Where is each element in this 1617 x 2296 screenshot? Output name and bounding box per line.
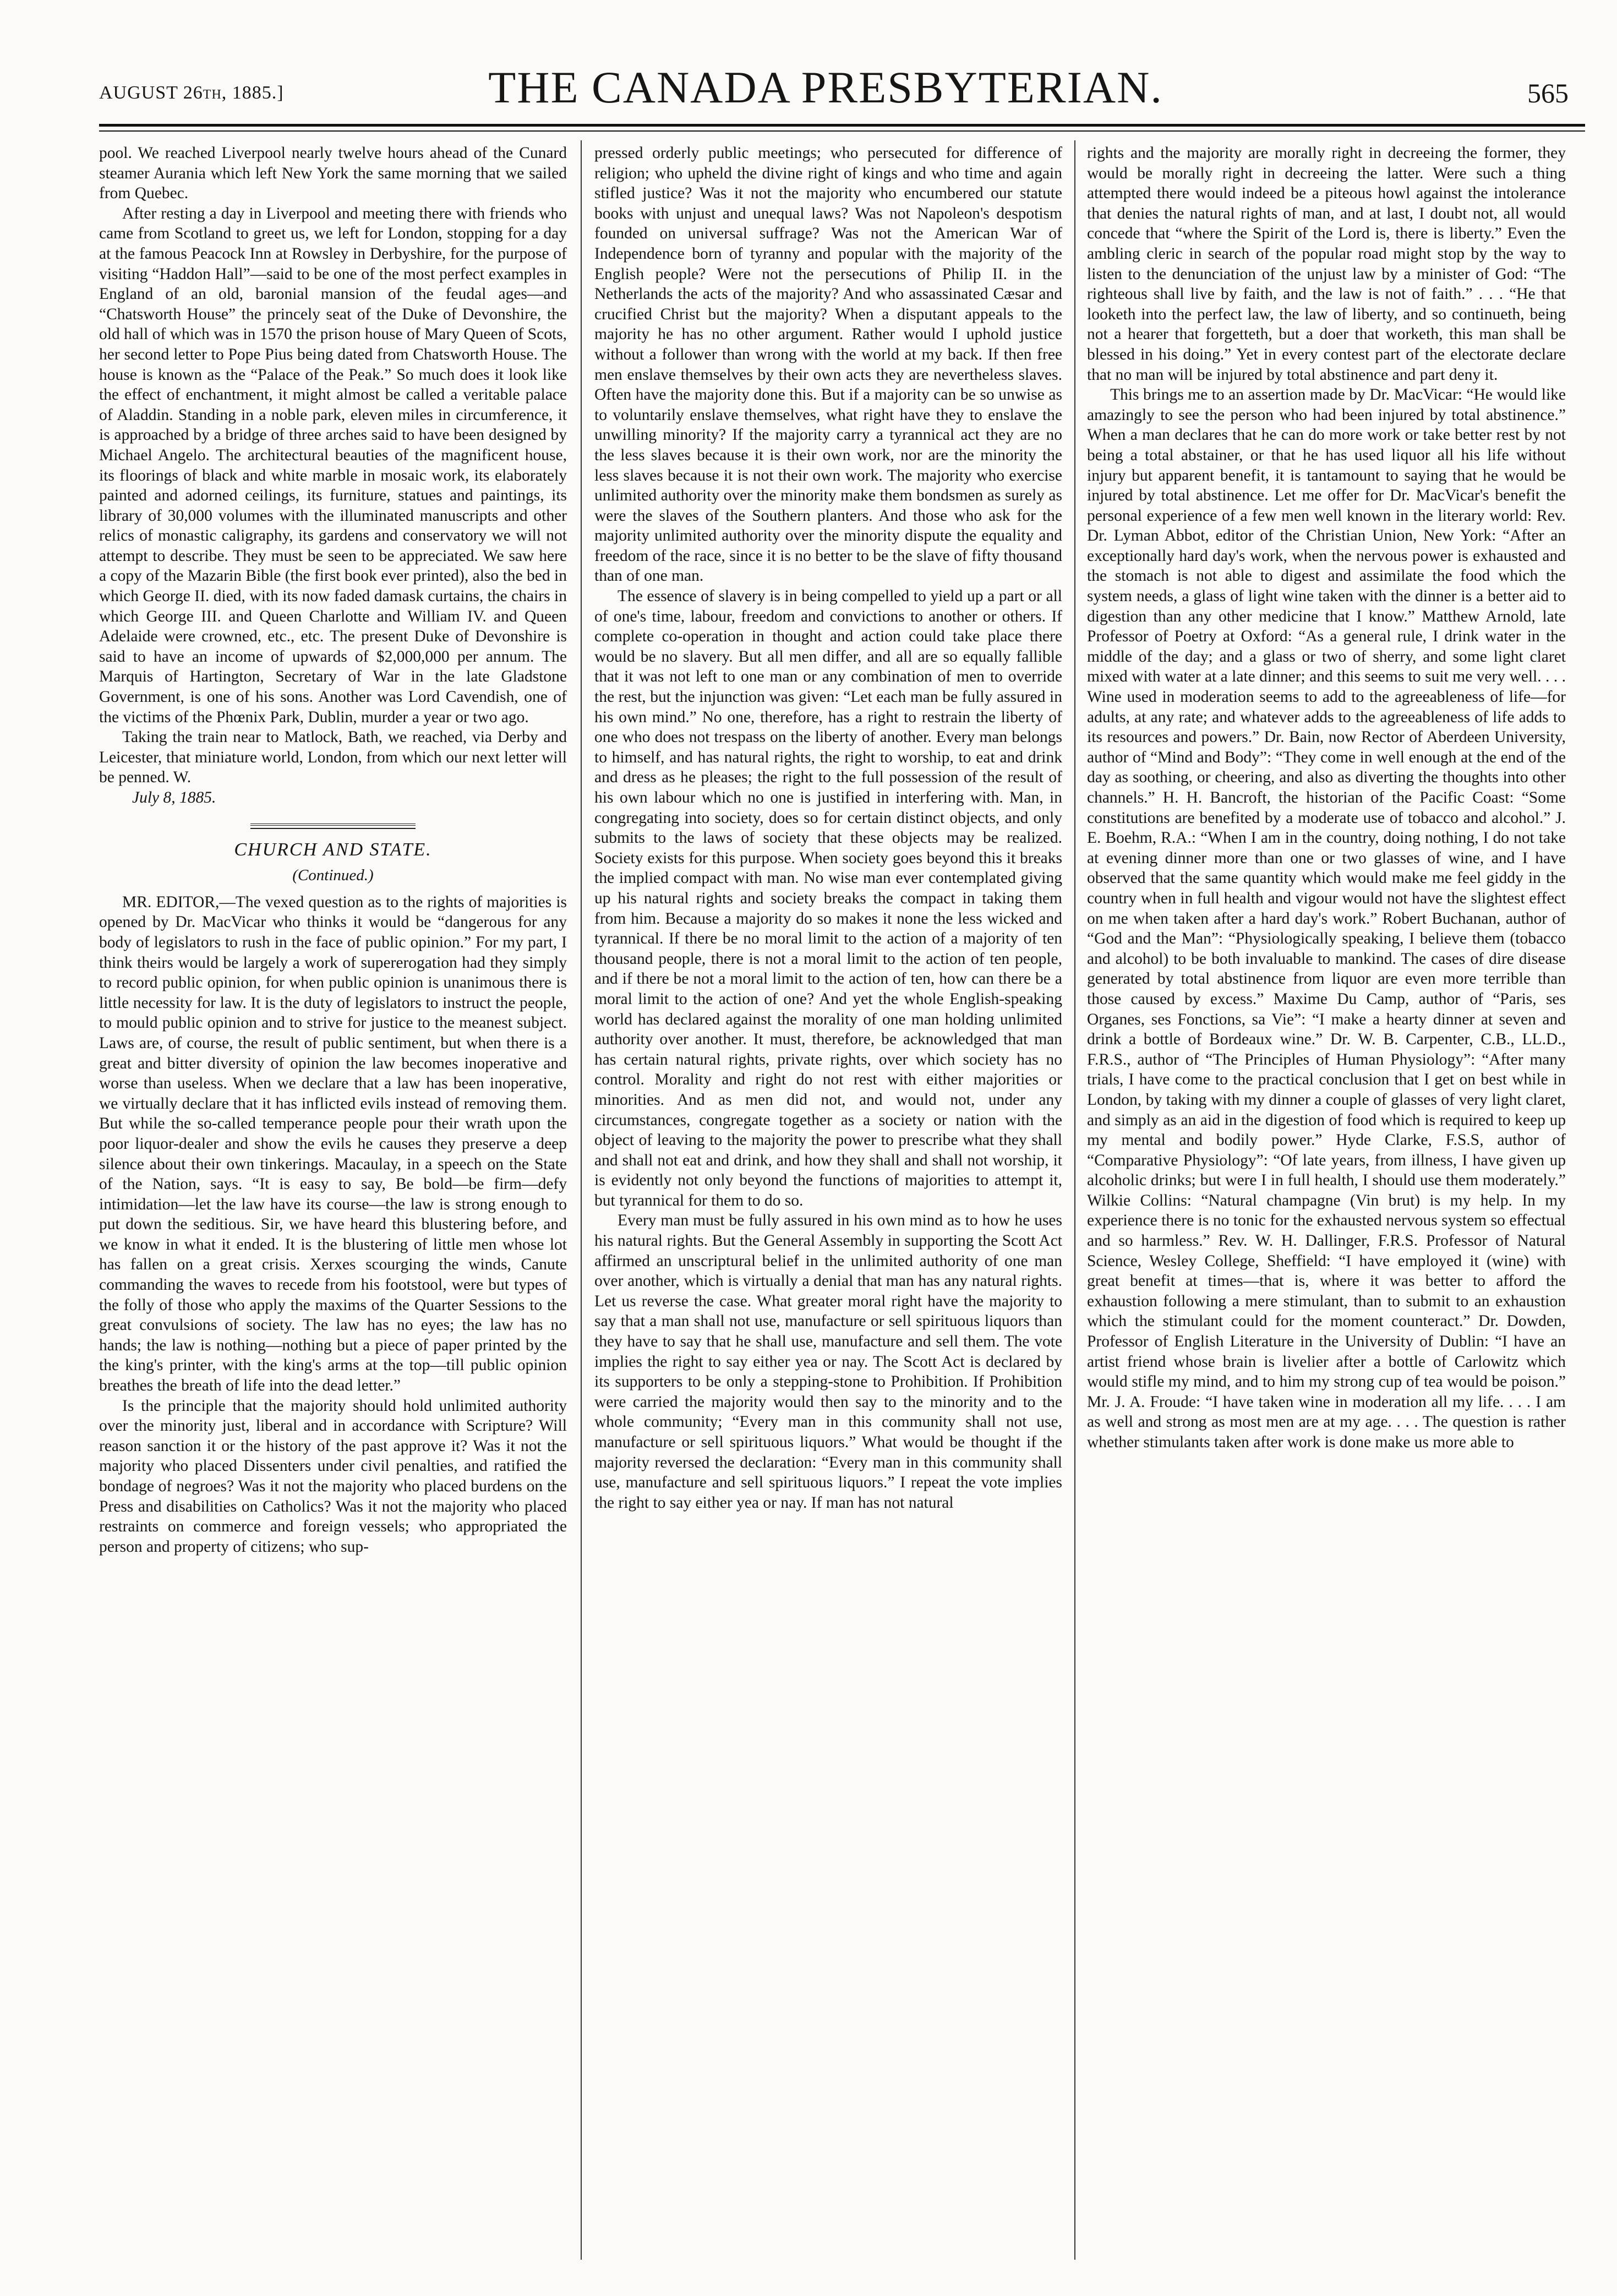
paragraph: pressed orderly public meetings; who persecuted for difference of religion; who upheld the divine right of kings and who time and again stifled justice? Was it not the majority who encumbered our statute books with unjust and unequal laws? Was not Napoleon's despotism founded on universal suffrage? Was not the American War of Independence born of tyranny and popular with the majority of the English people? Were not the persecutions of Philip II. in the Netherlands the acts of the majority? And who assassinated Cæsar and crucified Christ but the majority? When a disputant appeals to the majority he has no other argument. Rather would I uphold justice without a follower than wrong with the world at my back. If then free men enslave themselves by their own acts they are nevertheless slaves. Often have the majority done this. But if a majority can be so unwise as to voluntarily enslave themselves, what right have they to enslave the unwilling minority? If the majority carry a tyrannical act they are no the less slaves because it is their own work, nor are the minority the less slaves because it is not their own work. The majority who exercise unlimited authority over the minority make them bondsmen as surely as were the slaves of the Southern planters. And those who ask for the majority unlimited authority over the minority dispute the equality and freedom of the race, since it is no better to be the slave of fifty thousand than of one man. <box>594 144 1062 585</box>
paragraph: Is the principle that the majority should hold unlimited authority over the minority just, liberal and in accordance with Scripture? Will reason sanction it or the history of the past approve it? Was it not the majority who placed Dissenters under civil penalties, and ratified the bondage of negroes? Was it not the majority who placed burdens on the Press and disabilities on Catholics? Was it not the majority who placed restraints on commerce and foreign vessels; who appropriated the person and property of citizens; who sup- <box>99 1397 567 1556</box>
header-rule-thin <box>99 130 1585 132</box>
masthead-title: THE CANADA PRESBYTERIAN. <box>488 62 1163 112</box>
column-divider-1 <box>581 140 582 2260</box>
paragraph: The essence of slavery is in being compelled to yield up a part or all of one's time, labour, freedom and convictions to another or others. If complete co-operation in thought and action could take place there would be no slavery. But all men differ, and all are so equally fallible that it was not left to one man or any combination of men to override the rest, but the injunction was given: “Let each man be fully assured in his own mind.” No one, therefore, has a right to restrain the liberty of one who does not trespass on the liberty of another. Every man belongs to himself, and has natural rights, the right to worship, to eat and drink and dress as he pleases; the right to the full possession of the result of his own labour which no one is justified in interfering with. Man, in congregating into society, does so for certain distinct objects, and only submits to the laws of society that these objects may be realized. Society exists for this purpose. When society goes beyond this it breaks the implied compact with man. No wise man ever contemplated giving up his natural rights and society breaks the compact in taking them from him. Because a majority do so makes it none the less wicked and tyrannical. If there be no moral limit to the action of a majority of ten thousand people, there is not a moral limit to the action of ten people, and if there be not a moral limit to the action of ten, how can there be a moral limit to the action of one? And yet the whole English-speaking world has declared against the morality of one man holding unlimited authority over another. It must, therefore, be acknowledged that man has certain natural rights, private rights, over which society has no control. Morality and right do not rest with either majorities or minorities. And as men did not, and would not, under any circumstances, congregate together as a society or nation with the object of leaving to the majority the power to prescribe what they shall and shall not eat and drink, and how they shall and shall not worship, it is evidently not only beyond the functions of majorities to attempt it, but tyrannical for them to do so. <box>594 587 1062 1209</box>
column-1 <box>99 143 567 2268</box>
paragraph: MR. EDITOR,—The vexed question as to the rights of majorities is opened by Dr. MacVicar who thinks it would be “dangerous for any body of legislators to rush in the face of public opinion.” For my part, I think theirs would be largely a work of supererogation had they simply to record public opinion, for when public opinion is unanimous there is little necessity for law. It is the duty of legislators to instruct the people, to mould public opinion and to strive for justice to the meanest subject. Laws are, of course, the result of public sentiment, but when there is a great and bitter diversity of opinion the law becomes inoperative and worse than useless. When we declare that a law has been inoperative, we virtually declare that it has inflicted evils instead of removing them. But while the so-called temperance people pour their wrath upon the poor liquor-dealer and show the evils he causes they preserve a deep silence about their own tinkerings. Macaulay, in a speech on the State of the Nation, says. “It is easy to say, Be bold—be firm—defy intimidation—let the law have its course—the law is strong enough to put down the seditious. Sir, we have heard this blustering before, and we know in what it ended. It is the blustering of little men whose lot has fallen on a great crisis. Xerxes scourging the winds, Canute commanding the waves to recede from his footstool, were but types of the folly of those who apply the maxims of the Quarter Sessions to the great convulsions of society. The law has no eyes; the law has no hands; the law is nothing—nothing but a piece of paper printed by the the king's printer, with the king's arms at the top—till public opinion breathes the breath of life into the dead letter.” <box>99 893 567 1395</box>
issue-date: AUGUST 26th, 1885.] <box>99 83 284 103</box>
paragraph: After resting a day in Liverpool and meeting there with friends who came from Scotland to greet us, we left for London, stopping for a day at the famous Peacock Inn at Rowsley in Derbyshire, for the purpose of visiting “Haddon Hall”—said to be one of the most perfect examples in England of an old, baronial mansion of the feudal ages—and “Chatsworth House” the princely seat of the Duke of Devonshire, the old hall of which was in 1570 the prison house of Mary Queen of Scots, her second letter to Pope Pius being dated from Chatsworth House. The house is known as the “Palace of the Peak.” So much does it look like the effect of enchantment, it might almost be called a veritable palace of Aladdin. Standing in a noble park, eleven miles in circumference, it is approached by a bridge of three arches said to have been designed by Michael Angelo. The architectural beauties of the magnificent house, its floorings of black and white marble in mosaic work, its elaborately painted and adorned ceilings, its furniture, statues and paintings, its library of 30,000 volumes with the illuminated manuscripts and other relics of monastic caligraphy, its gardens and conservatory we will not attempt to describe. They must be seen to be appreciated. We saw here a copy of the Mazarin Bible (the first book ever printed), also the bed in which George II. died, with its now faded damask curtains, the chairs in which George III. and Queen Charlotte and William IV. and Queen Adelaide were crowned, etc., etc. The present Duke of Devonshire is said to have an income of upwards of $2,000,000 per annum. The Marquis of Hartington, Secretary of War in the late Gladstone Government, is one of his sons. Another was Lord Cavendish, one of the victims of the Phœnix Park, Dublin, murder a year or two ago. <box>99 204 567 726</box>
paragraph: rights and the majority are morally right in decreeing the former, they would be morally right in decreeing the latter. Were such a thing attempted there would indeed be a piteous howl against the intolerance that denies the natural rights of man, and at last, I doubt not, all would concede that “where the Spirit of the Lord is, there is liberty.” Even the ambling cleric in search of the popular road might stop by the way to listen to the denunciation of the unjust law by a minister of God: “The righteous shall live by faith, and the law is not of faith.” . . . “He that looketh into the perfect law, the law of liberty, and so continueth, being not a hearer that forgetteth, but a doer that worketh, this man shall be blessed in his doing.” Yet in every contest part of the electorate declare that no man will be injured by total abstinence and part deny it. <box>1087 144 1566 384</box>
header-rule-thick <box>99 124 1585 127</box>
page-header <box>66 22 1585 121</box>
paragraph: Every man must be fully assured in his own mind as to how he uses his natural rights. But the General Assembly in supporting the Scott Act affirmed an unscriptural belief in the unlimited authority of one man over another, which is virtually a denial that man has any natural rights. Let us reverse the case. What greater moral right have the majority to say that a man shall not use, manufacture or sell spirituous liquors than they have to say that he shall use, manufacture and sell them. The vote implies the right to say either yea or nay. The Scott Act is declared by its supporters to be only a stepping-stone to Prohibition. If Prohibition were carried the majority would then say to the minority and to the whole community; “Every man in this community shall not use, manufacture or sell spirituous liquors.” What would be thought if the majority reversed the declaration: “Every man in this community shall use, manufacture and sell spirituous liquors.” I repeat the vote implies the right to say either yea or nay. If man has not natural <box>594 1212 1062 1512</box>
letter-dateline: July 8, 1885. <box>132 789 216 806</box>
column-divider-2 <box>1074 140 1075 2260</box>
page-number: 565 <box>1527 78 1569 108</box>
article-subtitle: (Continued.) <box>292 866 374 885</box>
column-2 <box>594 143 1062 2268</box>
paragraph: This brings me to an assertion made by Dr. MacVicar: “He would like amazingly to see the person who had been injured by total abstinence.” When a man declares that he can do more work or take better rest by not being a total abstainer, or that he has used liquor all his life without injury but apparent benefit, it is tantamount to saying that he would be injured by total abstinence. Let me offer for Dr. MacVicar's benefit the personal experience of a few men well known in the literary world: Rev. Dr. Lyman Abbot, editor of the Christian Union, New York: “After an exceptionally hard day's work, when the nervous power is exhausted and the stomach is not able to digest and assimilate the food which the system needs, a glass of light wine taken with the dinner is a better aid to digestion than any other medicine that I know.” Matthew Arnold, late Professor of Poetry at Oxford: “As a general rule, I drink water in the middle of the day; and a glass or two of sherry, and some light claret mixed with water at a late dinner; and this seems to suit me very well. . . . Wine used in moderation seems to add to the agreeableness of life—for adults, at any rate; and whatever adds to the agreeableness of life adds to its resources and powers.” Dr. Bain, now Rector of Aberdeen University, author of “Mind and Body”: “They come in well enough at the end of the day as soothing, or cheering, and also as diverting the thoughts into other channels.” H. H. Bancroft, the historian of the Pacific Coast: “Some constitutions are benefited by a moderate use of tobacco and alcohol.” J. E. Boehm, R.A.: “When I am in the country, doing nothing, I do not take at evening dinner more than one or two glasses of wine, and I have observed that the same quantity which would make me feel giddy in the country when in full health and vigour would not have the slightest effect on me when taken after a hard day's work.” Robert Buchanan, author of “God and the Man”: “Physiologically speaking, I believe them (tobacco and alcohol) to be both invaluable to mankind. The cases of dire disease generated by total abstinence from liquor are even more terrible than those caused by excess.” Maxime Du Camp, author of “Paris, ses Organes, ses Fonctions, sa Vie”: “I make a hearty dinner at seven and drink a bottle of Bordeaux wine.” Dr. W. B. Carpenter, C.B., LL.D., F.R.S., author of “The Principles of Human Physiology”: “After many trials, I have come to the practical conclusion that I get on best while in London, by taking with my dinner a couple of glasses of very light claret, and simply as an aid in the digestion of food which is required to keep up my mental and bodily power.” Hyde Clarke, F.S.S, author of “Comparative Physiology”: “Of late years, from illness, I have given up alcoholic drinks; but were I in full health, I should use them moderately.” Wilkie Collins: “Natural champagne (Vin brut) is my help. In my experience there is no tonic for the exhausted nervous system so effectual and so harmless.” Rev. W. H. Dallinger, F.R.S. Professor of Natural Science, Wesley College, Sheffield: “I have employed it (wine) with great benefit at times—that is, where it was better to afford the exhaustion following a mere stimulant, than to submit to an exhaustion which the stimulant could for the moment counteract.” Dr. Dowden, Professor of English Literature in the University of Dublin: “I have an artist friend whose brain is livelier after a bottle of Carlowitz which would stifle my mind, and to him my strong cup of tea would be poison.” Mr. J. A. Froude: “I have taken wine in moderation all my life. . . . I am as well and strong as most men are at my age. . . . The question is rather whether stimulants taken after work is done make us more able to <box>1087 386 1566 1451</box>
section-divider <box>250 823 416 829</box>
paragraph: Taking the train near to Matlock, Bath, we reached, via Derby and Leicester, that miniature world, London, from which our next letter will be penned. W. <box>99 728 567 787</box>
column-3 <box>1087 143 1566 2268</box>
article-title: CHURCH AND STATE. <box>234 839 432 860</box>
paragraph: pool. We reached Liverpool nearly twelve hours ahead of the Cunard steamer Aurania which left New York the same morning that we sailed from Quebec. <box>99 144 567 203</box>
